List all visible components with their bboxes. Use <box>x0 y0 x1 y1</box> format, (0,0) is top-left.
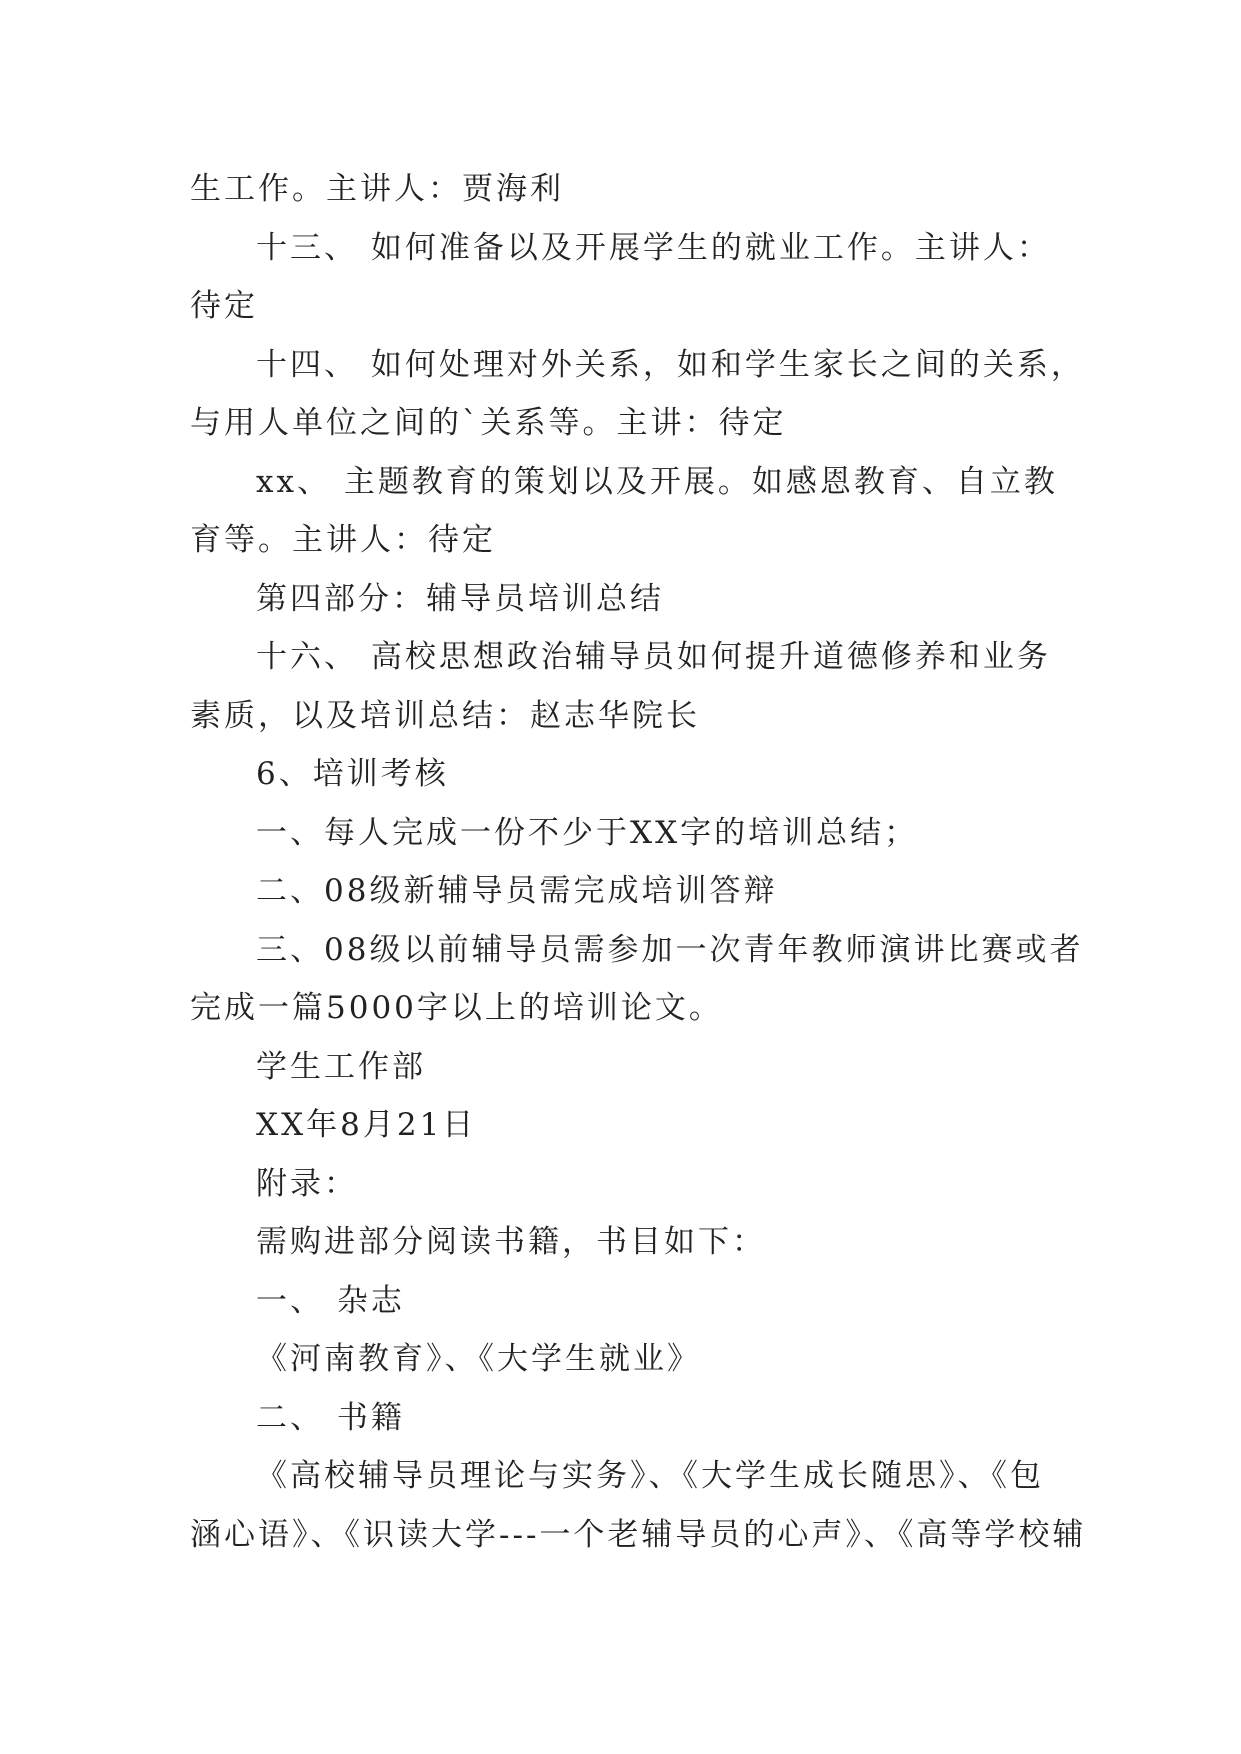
text-line: 十三、 如何准备以及开展学生的就业工作。主讲人： <box>256 229 1051 266</box>
signature-date: XX年8月21日 <box>256 1107 477 1143</box>
document-body <box>190 160 1087 1564</box>
list-item: 三、08级以前辅导员需参加一次青年教师演讲比赛或者 <box>256 931 1084 968</box>
text-line: 待定 <box>190 288 258 324</box>
text-line: 完成一篇5000字以上的培训论文。 <box>190 990 723 1026</box>
text-line: 《高校辅导员理论与实务》、《大学生成长随思》、《包 <box>256 1458 1044 1494</box>
list-item: 二、08级新辅导员需完成培训答辩 <box>256 873 778 909</box>
text-line: 十四、 如何处理对外关系，如和学生家长之间的关系， <box>256 346 1085 383</box>
section-heading: 第四部分：辅导员培训总结 <box>256 580 664 617</box>
list-item: 二、 书籍 <box>256 1399 405 1436</box>
text-line: 《河南教育》、《大学生就业》 <box>256 1341 701 1377</box>
list-item: 一、 杂志 <box>256 1282 405 1319</box>
text-line: 需购进部分阅读书籍，书目如下： <box>256 1224 766 1260</box>
text-line: 生工作。主讲人：贾海利 <box>190 171 564 207</box>
text-line: 涵心语》、《识读大学---一个老辅导员的心声》、《高等学校辅 <box>190 1516 1087 1553</box>
section-heading: 6、培训考核 <box>256 756 449 792</box>
text-line: 与用人单位之间的`关系等。主讲：待定 <box>190 405 787 441</box>
text-line: 育等。主讲人：待定 <box>190 522 496 558</box>
text-line: 十六、 高校思想政治辅导员如何提升道德修养和业务 <box>256 639 1051 675</box>
appendix-heading: 附录： <box>256 1165 358 1202</box>
list-item: 一、每人完成一份不少于XX字的培训总结； <box>256 814 919 851</box>
signature-department: 学生工作部 <box>256 1048 426 1085</box>
text-line: xx、 主题教育的策划以及开展。如感恩教育、自立教 <box>256 463 1058 500</box>
text-line: 素质，以及培训总结：赵志华院长 <box>190 697 700 734</box>
